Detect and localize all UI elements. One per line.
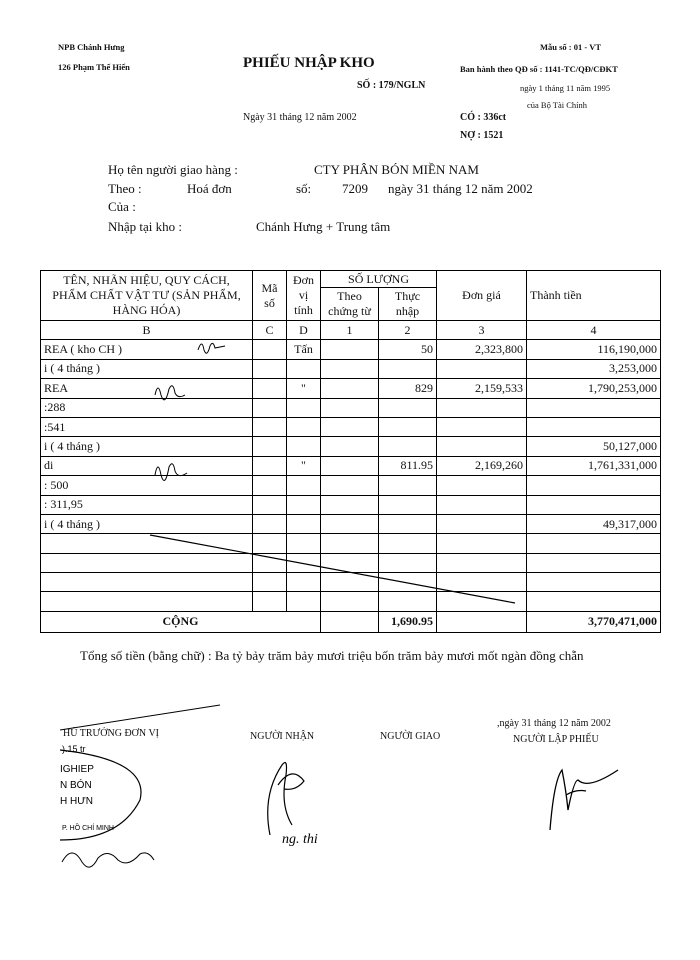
cell-name: REA ( kho CH ) — [41, 340, 253, 359]
stamp-text: N BÓN — [60, 780, 92, 791]
doc-title: PHIẾU NHẬP KHO — [243, 55, 375, 71]
deliverer-value: CTY PHÂN BÓN MIỀN NAM — [314, 162, 479, 177]
index-cell: C — [253, 321, 287, 340]
stamp-text: H HƯN — [60, 796, 93, 807]
cell-name: i ( 4 tháng ) — [41, 437, 253, 456]
cell-qty-actual: 50 — [379, 340, 437, 359]
header-quantity: SỐ LƯỢNG — [321, 271, 437, 288]
cell-name: di — [41, 456, 253, 475]
theo-value: Hoá đơn — [187, 181, 232, 196]
row-initials-1 — [198, 343, 225, 353]
company-stamp — [0, 690, 240, 890]
form-number: Mẫu số : 01 - VT — [540, 42, 601, 52]
creator-signature-stroke — [550, 770, 618, 830]
so-date: ngày 31 tháng 12 năm 2002 — [388, 181, 533, 196]
cell-name: i ( 4 tháng ) — [41, 514, 253, 533]
so-value: 7209 — [342, 181, 368, 196]
amount-in-words: Tổng số tiền (bằng chữ) : Ba tỷ bảy trăm bảy mươi triệu bốn trăm bảy mươi mốt ngàn đồng chẵn — [80, 648, 584, 663]
warehouse-value: Chánh Hưng + Trung tâm — [256, 219, 391, 234]
decree-line-2: ngày 1 tháng 11 năm 1995 — [520, 83, 611, 93]
cell-price: 2,323,800 — [437, 340, 527, 359]
doc-number: SỐ : 179/NGLN — [357, 80, 426, 91]
sig-deliverer-label: NGƯỜI GIAO — [380, 731, 441, 742]
cell-name: :541 — [41, 417, 253, 436]
index-cell: 2 — [379, 321, 437, 340]
company-address: 126 Phạm Thế Hiển — [58, 62, 130, 72]
stamp-text: IGHIEP — [60, 764, 94, 775]
receiver-handwritten: ng. thi — [282, 832, 318, 847]
receiver-signature — [240, 745, 380, 855]
doc-date: Ngày 31 tháng 12 năm 2002 — [243, 112, 357, 123]
decree-line-1: Ban hành theo QĐ số : 1141-TC/QĐ/CĐKT — [460, 64, 618, 74]
total-qty: 1,690.95 — [379, 611, 437, 632]
receiver-signature-stroke — [268, 763, 304, 835]
cell-qty-actual: 829 — [379, 379, 437, 398]
stamp-text: P. HỒ CHÍ MINH — [62, 825, 114, 832]
warehouse-label: Nhập tại kho : — [108, 219, 183, 234]
cell-price: 2,169,260 — [437, 456, 527, 475]
cell-amount: 49,317,000 — [527, 514, 661, 533]
sig-receiver-label: NGƯỜI NHẬN — [250, 731, 315, 742]
cell-name: i ( 4 tháng ) — [41, 359, 253, 378]
cancel-line-stroke — [150, 535, 515, 603]
sig-head-label: HỦ TRƯỞNG ĐƠN VỊ — [63, 728, 160, 739]
cell-name: :288 — [41, 398, 253, 417]
cell-unit: " — [287, 379, 321, 398]
total-label: CỘNG — [41, 611, 321, 632]
row-initials-3 — [155, 464, 187, 481]
cell-amount: 3,253,000 — [527, 359, 661, 378]
head-signature — [62, 853, 154, 867]
sig-date: ,ngày 31 tháng 12 năm 2002 — [497, 718, 611, 729]
cell-name: REA — [41, 379, 253, 398]
decree-line-3: của Bộ Tài Chính — [527, 100, 588, 110]
company-name: NPB Chánh Hưng — [58, 42, 125, 52]
cua-label: Của : — [108, 199, 136, 214]
debit-account: NỢ : 1521 — [460, 130, 504, 141]
cell-name: : 500 — [41, 476, 253, 495]
deliverer-label: Họ tên người giao hàng : — [108, 162, 238, 177]
cell-amount: 116,190,000 — [527, 340, 661, 359]
stamp-text: ).15 tr — [62, 744, 86, 754]
creator-signature — [530, 755, 640, 845]
cell-price: 2,159,533 — [437, 379, 527, 398]
header-name: TÊN, NHÃN HIỆU, QUY CÁCH, PHẨM CHẤT VẬT TƯ (SẢN PHẨM, HÀNG HÓA) — [41, 271, 253, 321]
so-label: số: — [296, 181, 312, 196]
header-code: Mã số — [253, 271, 287, 321]
index-cell: 4 — [527, 321, 661, 340]
cell-unit: Tấn — [287, 340, 321, 359]
total-amount: 3,770,471,000 — [527, 611, 661, 632]
index-cell: B — [41, 321, 253, 340]
header-price: Đơn giá — [437, 271, 527, 321]
index-cell: D — [287, 321, 321, 340]
theo-label: Theo : — [108, 181, 142, 196]
header-qty-doc: Theo chứng từ — [321, 288, 379, 321]
sig-creator-label: NGƯỜI LẬP PHIẾU — [513, 734, 599, 745]
cell-amount: 1,790,253,000 — [527, 379, 661, 398]
cell-name: : 311,95 — [41, 495, 253, 514]
cell-amount: 50,127,000 — [527, 437, 661, 456]
header-qty-actual: Thực nhập — [379, 288, 437, 321]
stamp-line — [60, 705, 220, 730]
row-initials-2 — [155, 386, 185, 400]
cell-unit: " — [287, 456, 321, 475]
header-amount: Thành tiền — [527, 271, 661, 321]
cell-amount: 1,761,331,000 — [527, 456, 661, 475]
index-cell: 1 — [321, 321, 379, 340]
credit-account: CÓ : 336ct — [460, 112, 507, 123]
cell-qty-actual: 811.95 — [379, 456, 437, 475]
index-cell: 3 — [437, 321, 527, 340]
header-unit: Đơn vị tính — [287, 271, 321, 321]
